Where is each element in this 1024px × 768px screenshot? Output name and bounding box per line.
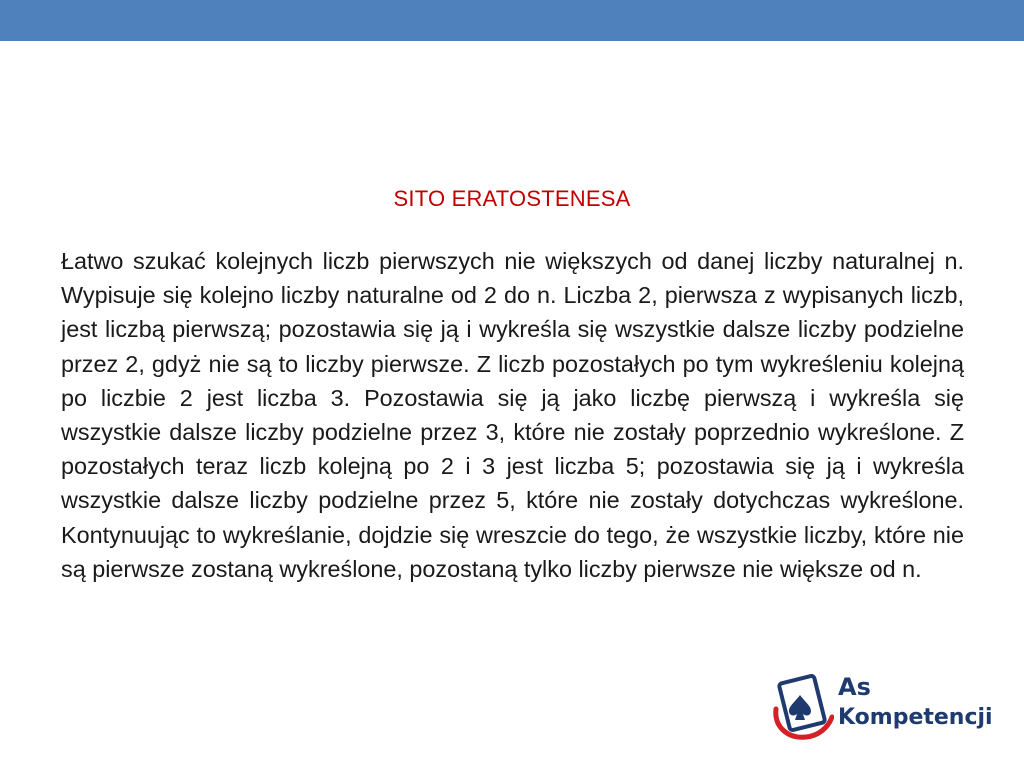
logo-text-line1: As — [838, 673, 871, 701]
logo-text-line2: Kompetencji — [838, 705, 993, 730]
top-accent-bar — [0, 0, 1024, 41]
slide-body-text: Łatwo szukać kolejnych liczb pierwszych nie większych od danej liczby naturalnej n. Wypisuje się kolejno liczby naturalne od 2 do n. Liczba 2, pierwsza z wypisanych liczb, jest liczbą pierwszą; pozostawia się ją i wykreśla się wszystkie dalsze liczby podzielne przez 2, gdyż nie są to liczby pierwsze. Z liczb pozostałych po tym wykreśleniu kolejną po liczbie 2 jest liczba 3. Pozostawia się ją jako liczbę pierwszą i wykreśla się wszystkie dalsze liczby podzielne przez 3, które nie zostały poprzednio wykreślone. Z pozostałych teraz liczb kolejną po 2 i 3 jest liczba 5; pozostawia się ją i wykreśla wszystkie dalsze liczby podzielne przez 5, które nie zostały dotychcza​s wykreślone. Kontynuując to wykreślanie, dojdzie się wreszcie do tego, że wszystkie liczby, które nie są pierwsze zostaną wykreślone, pozostaną tylko liczby pierwsze nie większe od n. — [61, 248, 964, 582]
spade-card-icon — [770, 673, 834, 743]
logo-wordmark — [838, 675, 993, 729]
slide-title: SITO ERATOSTENESA — [393, 186, 631, 211]
as-kompetencji-logo — [770, 673, 1000, 743]
